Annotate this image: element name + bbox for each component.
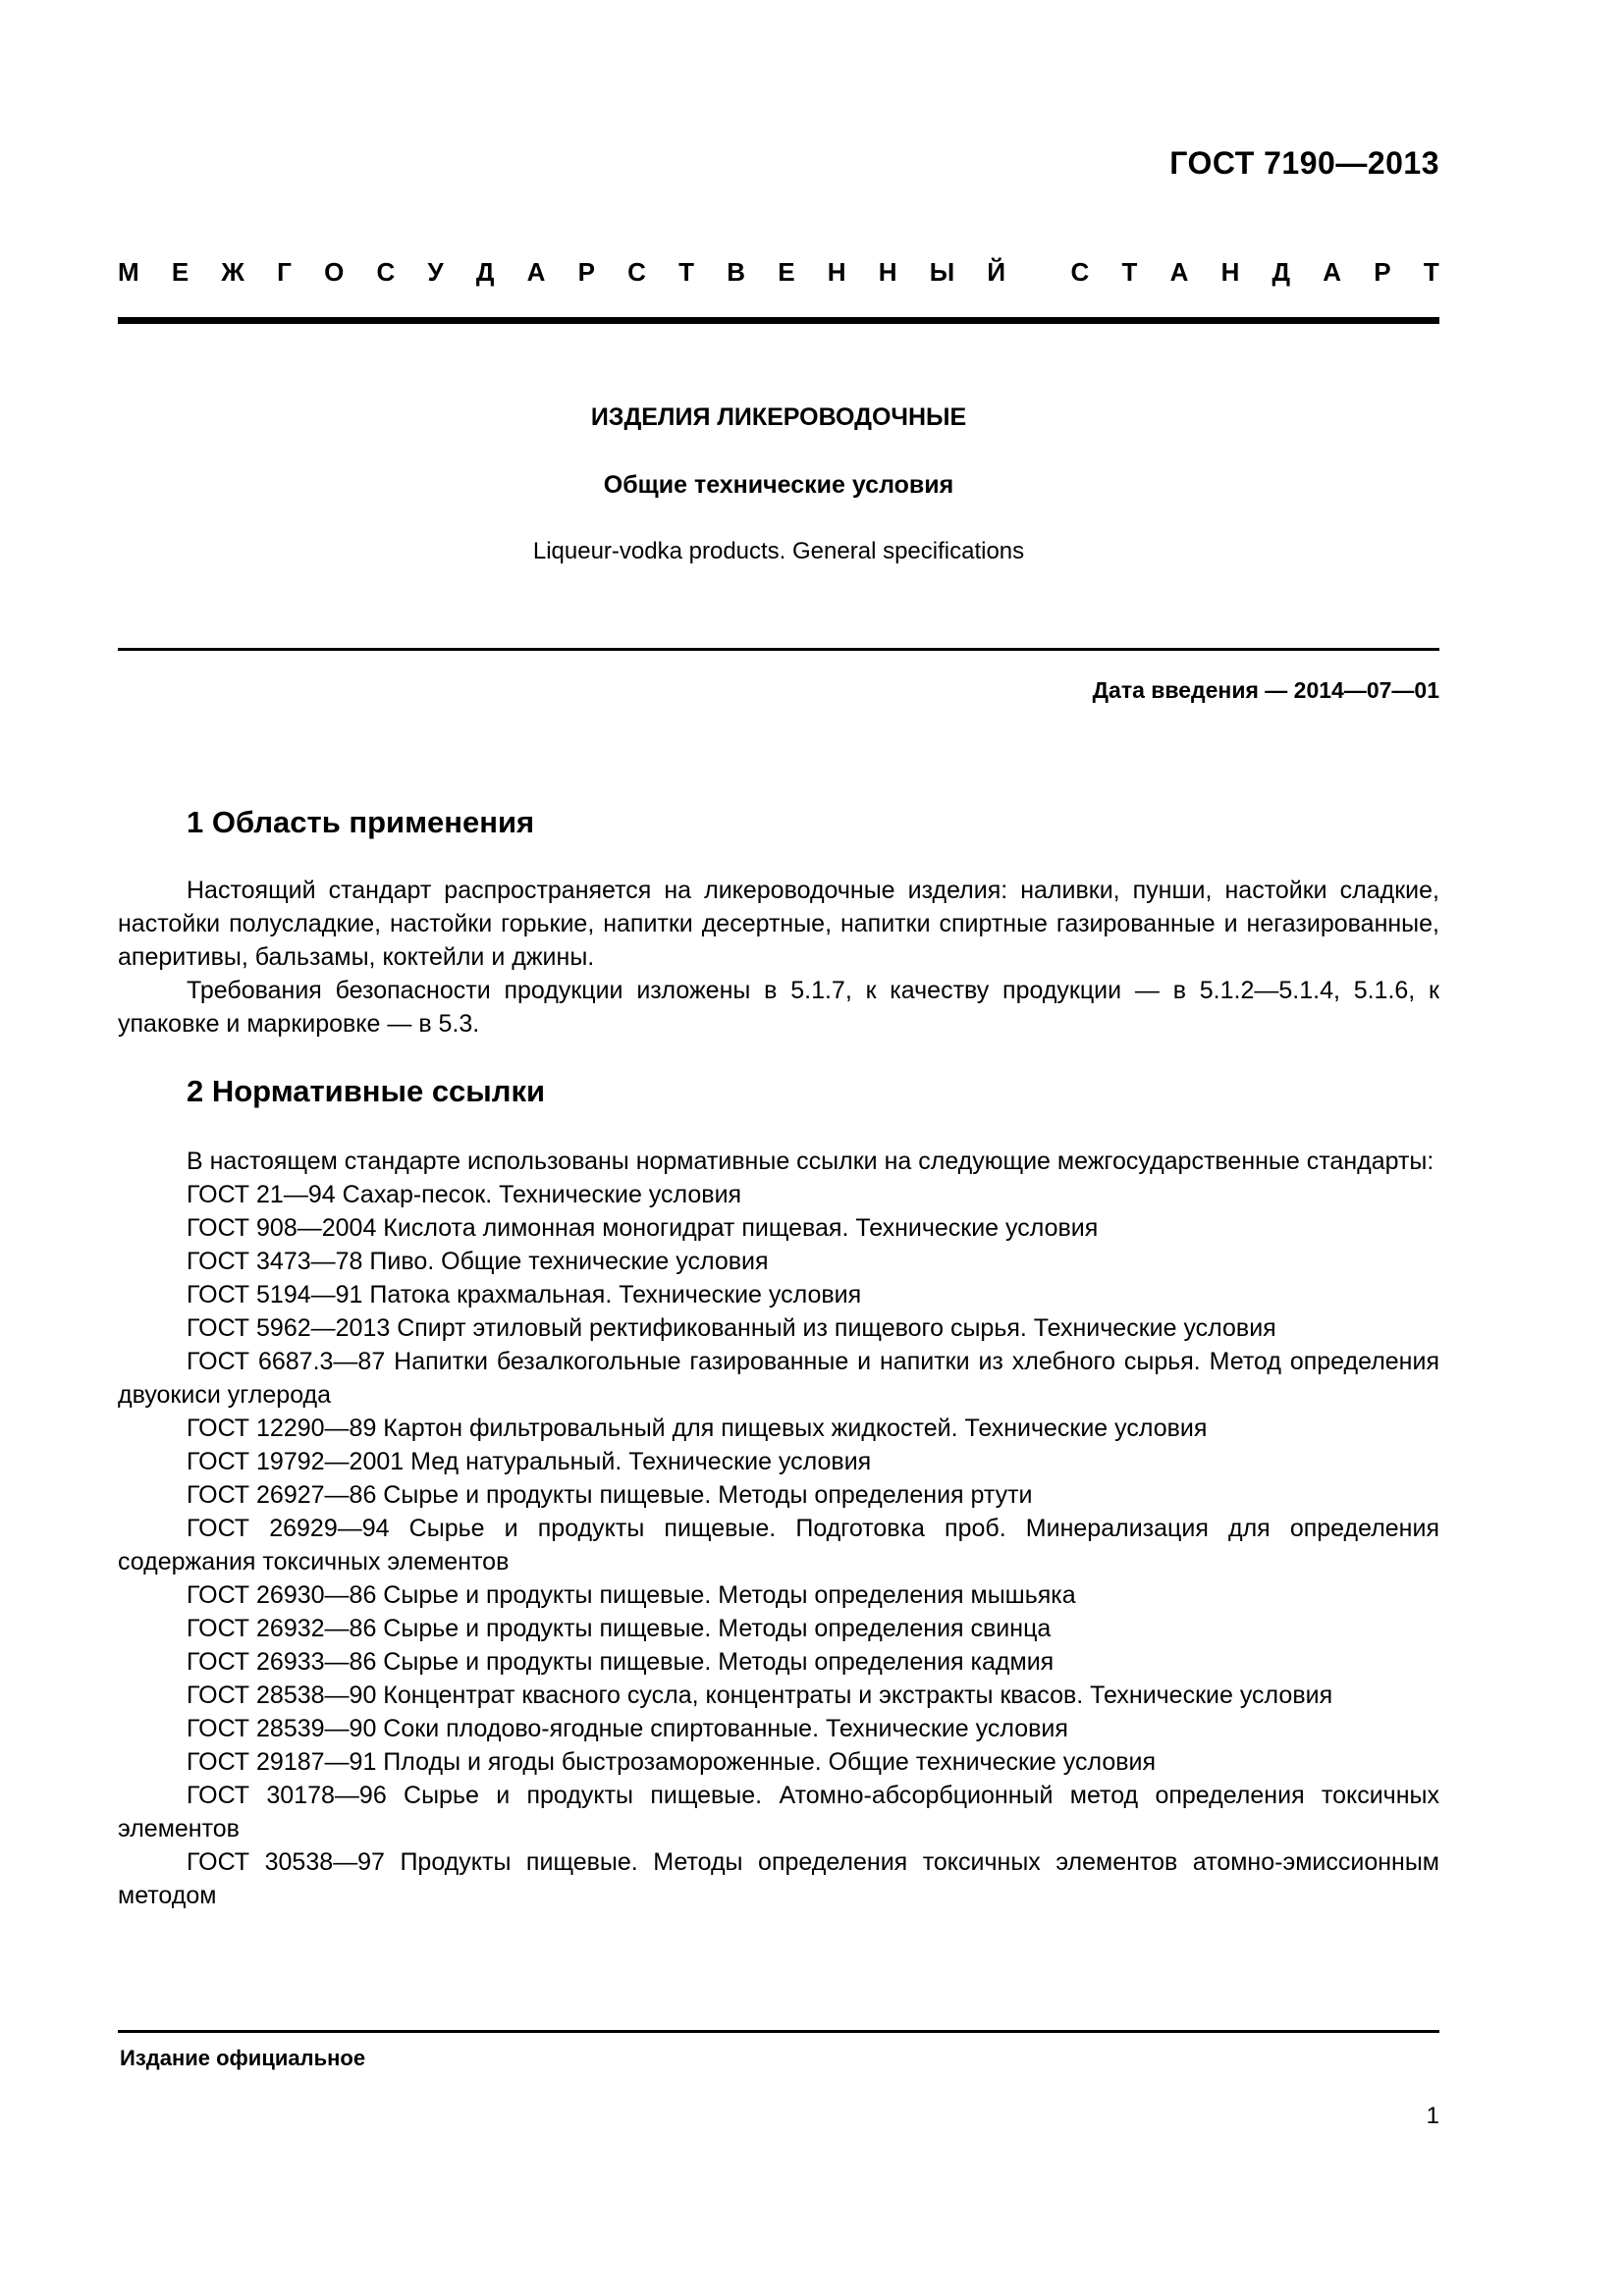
title-divider <box>118 648 1439 651</box>
page-number: 1 <box>1426 2103 1439 2129</box>
reference-item: ГОСТ 26932—86 Сырье и продукты пищевые. Методы определения свинца <box>187 1615 1052 1642</box>
document-title-english: Liqueur-vodka products. General specifications <box>532 538 1025 564</box>
banner-letter: Е <box>778 257 795 287</box>
banner-letter: Т <box>1121 257 1138 287</box>
reference-item: ГОСТ 26929—94 Сырье и продукты пищевые. Подготовка проб. Минерализация для определения содержания токсичных элементов <box>118 1515 1439 1575</box>
banner-letter: Ы <box>929 257 955 287</box>
reference-item: ГОСТ 30538—97 Продукты пищевые. Методы определения токсичных элементов атомно-эмиссионным методом <box>118 1848 1439 1909</box>
banner-letter: Г <box>277 257 292 287</box>
banner-letter: М <box>118 257 139 287</box>
banner-letter: С <box>1070 257 1090 287</box>
banner-letter: А <box>526 257 546 287</box>
reference-item: ГОСТ 28538—90 Концентрат квасного сусла, концентраты и экстракты квасов. Технические условия <box>187 1682 1333 1709</box>
reference-item: ГОСТ 26930—86 Сырье и продукты пищевые. Методы определения мышьяка <box>187 1581 1076 1609</box>
banner-letter: А <box>1323 257 1342 287</box>
introduction-date: Дата введения — 2014—07—01 <box>1092 677 1439 703</box>
reference-item: ГОСТ 29187—91 Плоды и ягоды быстрозамороженные. Общие технические условия <box>187 1748 1157 1776</box>
document-subtitle: Общие технические условия <box>603 471 954 499</box>
banner-letter: С <box>627 257 646 287</box>
banner-letter: Т <box>1423 257 1439 287</box>
document-title: ИЗДЕЛИЯ ЛИКЕРОВОДОЧНЫЕ <box>590 403 967 431</box>
reference-item: ГОСТ 5962—2013 Спирт этиловый ректификованный из пищевого сырья. Технические условия <box>187 1314 1276 1342</box>
banner-letter: Й <box>987 257 1006 287</box>
paragraph: Настоящий стандарт распространяется на ликероводочные изделия: наливки, пунши, настойки сладкие, настойки полусладкие, настойки горькие, напитки десертные, напитки спиртные газированные и негазированные, аперитивы, бальзамы, коктейли и джины. <box>118 877 1439 971</box>
banner-letter: Н <box>827 257 846 287</box>
reference-item: ГОСТ 12290—89 Картон фильтровальный для пищевых жидкостей. Технические условия <box>187 1415 1208 1442</box>
section-heading-references: 2 Нормативные ссылки <box>187 1074 546 1108</box>
official-edition-label: Издание официальное <box>120 2046 366 2070</box>
banner-letter: Ж <box>221 257 244 287</box>
reference-item: ГОСТ 5194—91 Патока крахмальная. Технические условия <box>187 1281 862 1308</box>
paragraph: В настоящем стандарте использованы нормативные ссылки на следующие межгосударственные стандарты: <box>187 1148 1434 1175</box>
standard-type-banner <box>118 257 1439 288</box>
reference-item: ГОСТ 19792—2001 Мед натуральный. Технические условия <box>187 1448 872 1475</box>
banner-letter: Н <box>1220 257 1240 287</box>
banner-letter: В <box>727 257 746 287</box>
banner-letter: А <box>1169 257 1189 287</box>
banner-letter: Р <box>577 257 595 287</box>
banner-letter: Д <box>1271 257 1291 287</box>
reference-item: ГОСТ 21—94 Сахар-песок. Технические условия <box>187 1181 742 1208</box>
banner-letter: У <box>427 257 444 287</box>
reference-item: ГОСТ 30178—96 Сырье и продукты пищевые. Атомно-абсорбционный метод определения токсичных элементов <box>118 1782 1439 1842</box>
section-body-references <box>118 1145 1439 1912</box>
reference-item: ГОСТ 3473—78 Пиво. Общие технические условия <box>187 1248 769 1275</box>
banner-letter: Д <box>475 257 495 287</box>
header-divider <box>118 317 1439 324</box>
banner-letter: Р <box>1374 257 1391 287</box>
banner-letter: Т <box>678 257 695 287</box>
banner-letter: Е <box>171 257 189 287</box>
section-body-scope <box>118 874 1439 1041</box>
reference-item: ГОСТ 26927—86 Сырье и продукты пищевые. Методы определения ртути <box>187 1481 1033 1509</box>
paragraph: Требования безопасности продукции изложены в 5.1.7, к качеству продукции — в 5.1.2—5.1.4, 5.1.6, к упаковке и маркировке — в 5.3. <box>118 977 1439 1038</box>
banner-letter: Н <box>878 257 897 287</box>
section-heading-scope: 1 Область применения <box>187 805 535 839</box>
reference-item: ГОСТ 908—2004 Кислота лимонная моногидрат пищевая. Технические условия <box>187 1214 1099 1242</box>
banner-letter: С <box>376 257 396 287</box>
reference-item: ГОСТ 26933—86 Сырье и продукты пищевые. Методы определения кадмия <box>187 1648 1055 1676</box>
reference-item: ГОСТ 6687.3—87 Напитки безалкогольные газированные и напитки из хлебного сырья. Метод определения двуокиси углерода <box>118 1348 1439 1409</box>
banner-letter: О <box>324 257 345 287</box>
standard-number: ГОСТ 7190—2013 <box>1169 145 1439 181</box>
footer-divider <box>118 2030 1439 2033</box>
reference-item: ГОСТ 28539—90 Соки плодово-ягодные спиртованные. Технические условия <box>187 1715 1068 1742</box>
